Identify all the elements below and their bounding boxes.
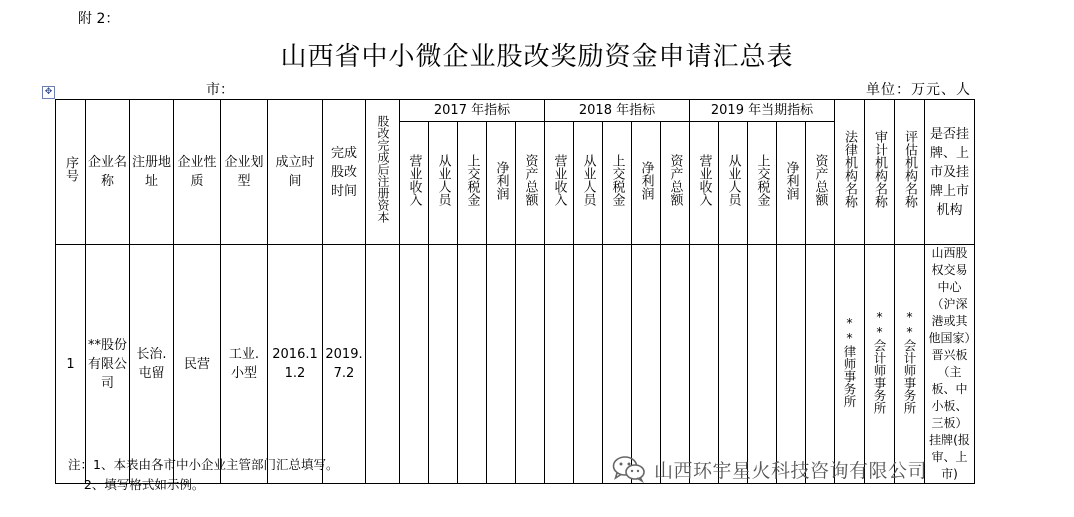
- header-year-2017: 2017 年指标: [400, 100, 545, 122]
- header-reg-address: 注册地址: [130, 100, 174, 245]
- cell-law-firm[interactable]: **律师事务所: [835, 245, 865, 484]
- metric-total-assets: 资产总额: [661, 122, 690, 245]
- metric-net-profit: 净利润: [777, 122, 806, 245]
- cell-seq[interactable]: 1: [56, 245, 86, 484]
- table-row: [56, 245, 975, 484]
- cell-reg-capital[interactable]: [366, 245, 400, 484]
- cell-empty[interactable]: [661, 245, 690, 484]
- summary-table: [55, 99, 975, 484]
- table-move-handle-icon[interactable]: ✥: [42, 86, 55, 99]
- cell-audit-firm[interactable]: **会计师事务所: [865, 245, 895, 484]
- cell-empty[interactable]: [603, 245, 632, 484]
- cell-empty[interactable]: [806, 245, 835, 484]
- cell-empty[interactable]: [458, 245, 487, 484]
- metric-tax: 上交税金: [748, 122, 777, 245]
- cell-empty[interactable]: [690, 245, 719, 484]
- header-audit-firm: 审计机构名称: [865, 100, 895, 245]
- wechat-icon: [612, 455, 646, 483]
- cell-listing[interactable]: 山西股权交易中心（沪深港或其他国家）晋兴板（主板、中小板、三板）挂牌(报审、上市): [925, 245, 975, 484]
- cell-empty[interactable]: [777, 245, 806, 484]
- cell-reform-time[interactable]: 2019.7.2: [323, 245, 366, 484]
- metric-net-profit: 净利润: [487, 122, 516, 245]
- cell-company-name[interactable]: **股份有限公司: [86, 245, 130, 484]
- metric-net-profit: 净利润: [632, 122, 661, 245]
- attachment-label: 附 2：: [78, 11, 120, 27]
- cell-category[interactable]: 工业.小型: [221, 245, 268, 484]
- header-row-1: [56, 100, 975, 122]
- metric-total-assets: 资产总额: [516, 122, 545, 245]
- header-year-2018: 2018 年指标: [545, 100, 690, 122]
- note-line: 2、填写格式如示例。: [68, 477, 205, 492]
- cell-empty[interactable]: [429, 245, 458, 484]
- metric-revenue: 营业收入: [545, 122, 574, 245]
- header-established: 成立时间: [268, 100, 323, 245]
- table-notes: [68, 455, 338, 495]
- header-reform-time: 完成股改时间: [323, 100, 366, 245]
- page-title: 山西省中小微企业股改奖励资金申请汇总表: [280, 42, 794, 72]
- cell-reg-address[interactable]: 长治.屯留: [130, 245, 174, 484]
- cell-empty[interactable]: [400, 245, 429, 484]
- header-nature: 企业性质: [174, 100, 221, 245]
- header-reg-capital: 股改完成后注册资本: [366, 100, 400, 245]
- header-listing: 是否挂牌、上市及挂牌上市机构: [925, 100, 975, 245]
- metric-employees: 从业人员: [719, 122, 748, 245]
- note-line: 注：1、本表由各市中小企业主管部门汇总填写。: [68, 457, 339, 472]
- cell-eval-firm[interactable]: **会计师事务所: [895, 245, 925, 484]
- cell-empty[interactable]: [574, 245, 603, 484]
- cell-established[interactable]: 2016.11.2: [268, 245, 323, 484]
- header-category: 企业划型: [221, 100, 268, 245]
- cell-empty[interactable]: [719, 245, 748, 484]
- metric-total-assets: 资产总额: [806, 122, 835, 245]
- metric-employees: 从业人员: [574, 122, 603, 245]
- cell-empty[interactable]: [487, 245, 516, 484]
- cell-empty[interactable]: [516, 245, 545, 484]
- metric-tax: 上交税金: [603, 122, 632, 245]
- cell-empty[interactable]: [748, 245, 777, 484]
- header-eval-firm: 评估机构名称: [895, 100, 925, 245]
- header-seq: 序号: [56, 100, 86, 245]
- city-label: 市：: [206, 82, 234, 98]
- header-year-2019: 2019 年当期指标: [690, 100, 835, 122]
- metric-revenue: 营业收入: [690, 122, 719, 245]
- header-law-firm: 法律机构名称: [835, 100, 865, 245]
- unit-label: 单位：万元、人: [866, 82, 971, 98]
- cell-empty[interactable]: [545, 245, 574, 484]
- watermark: [612, 455, 927, 483]
- cell-nature[interactable]: 民营: [174, 245, 221, 484]
- metric-tax: 上交税金: [458, 122, 487, 245]
- watermark-text: 山西环宇星火科技咨询有限公司: [654, 459, 928, 482]
- metric-employees: 从业人员: [429, 122, 458, 245]
- cell-empty[interactable]: [632, 245, 661, 484]
- metric-revenue: 营业收入: [400, 122, 429, 245]
- header-company-name: 企业名称: [86, 100, 130, 245]
